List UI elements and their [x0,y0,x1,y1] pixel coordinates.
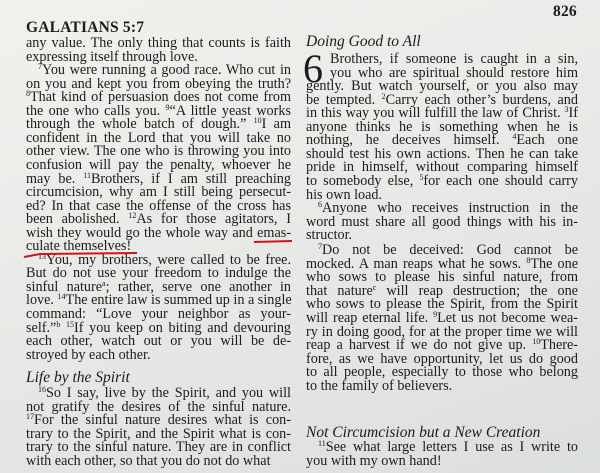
verse-number: 7 [38,62,42,72]
text-line: Brothers, if someone is caught in a sin, [330,51,578,67]
section-heading-doing-good-to-all: Doing Good to All [306,33,421,50]
text-line: $^{11}$See what large letters I use as I write to [318,439,578,455]
text-line: any value. The only thing that counts is faith [26,35,291,51]
text-line: $^8$That kind of persuasion does not come from [26,89,291,106]
text-line: to somebody else, $^5$for each one should carry [306,172,578,189]
text-line: circumcision, why am I still being persecut- [26,184,291,201]
verse-number: b [56,319,61,329]
verse-number: 11 [318,439,326,448]
text-line: $^7$Do not be deceived: God cannot be [318,242,578,259]
text-line: command: “Love your neighbor as your- [26,306,291,322]
section-heading-new-creation: Not Circumcision but a New Creation [306,424,541,441]
text-line: through the whole batch of dough.” $^{10}$I am [26,116,291,133]
verse-number: 10 [253,116,262,126]
text-line: with each other, so that you do not do what [26,452,271,469]
verse-number: 3 [564,105,569,115]
text-line: you who are spiritual should restore him [330,64,578,81]
text-line: should test his own actions. Then he can take [306,145,578,162]
verse-number: 10 [532,337,541,347]
verse-number: 8 [526,255,531,265]
text-line: the one who calls you. $^9$“A little yeast works [26,102,291,119]
text-line: structor. [306,227,353,244]
verse-number: 9 [433,309,438,319]
text-line: culate themselves! [26,238,132,255]
verse-number: 16 [38,385,46,394]
text-line: you with my own hand! [306,452,442,469]
verse-number: 4 [512,132,517,142]
text-line: word must share all good things with his in- [306,213,578,230]
text-line: his own load. [306,186,383,203]
verse-number: a [102,278,106,288]
text-line: been abolished. $^{12}$As for those agitators, I [26,211,291,228]
chapter-number-dropcap: 6 [303,46,323,91]
verse-number: 14 [57,292,66,302]
verse-number: 17 [26,412,34,422]
text-line: not gratify the desires of the sinful nature. [26,398,291,415]
text-line: $^{17}$For the sinful nature desires what is con- [26,412,291,429]
text-line: will reap eternal life. $^9$Let us not become wea- [306,309,579,326]
text-line: be tempted. $^2$Carry each other’s burdens, and [306,91,578,108]
text-line: ed? In that case the offense of the cross has [26,197,291,214]
verse-number: 8 [26,89,30,99]
verse-number: 11 [83,170,91,180]
text-line: sinful nature$^a$; rather, serve one another in [26,278,291,295]
section-heading-life-by-the-spirit: Life by the Spirit [26,369,130,386]
text-line: other view. The one who is throwing you into [26,143,291,160]
verse-number: 7 [318,242,322,252]
text-line: ry in doing good, for at the proper time we will [306,323,578,340]
text-line: trary to the sinful nature. They are in conflict [26,439,291,456]
verse-number: 5 [419,172,424,182]
running-head: GALATIANS 5:7 [26,19,145,36]
text-line: each other, watch out or you will be de- [26,333,291,350]
text-line: anyone thinks he is something when he is [306,118,578,135]
text-line: in this way you will fulfill the law of Christ. $^3$If [306,105,578,122]
verse-number: c [372,282,377,292]
text-line: stroyed by each other. [26,346,151,363]
page-number: 826 [553,3,577,20]
text-line: on you and kept you from obeying the truth? [26,75,291,92]
verse-number: 15 [66,319,75,329]
text-line: may be. $^{11}$Brothers, if I am still preaching [26,170,291,187]
text-line: mocked. A man reaps what he sows. $^8$The one [306,255,578,272]
text-line: confusion will pay the penalty, whoever he [26,156,291,173]
text-line: to the family of believers. [306,377,453,394]
text-line: $^7$You were running a good race. Who cut in [38,62,291,79]
text-line: that nature$^c$ will reap destruction; the one [306,282,578,299]
verse-number: 2 [381,91,386,101]
verse-number: 12 [128,211,137,221]
verse-number: 13 [38,251,46,261]
text-line: who sows to please the Spirit, from the Spirit [306,296,578,313]
text-line: reap a harvest if we do not give up. $^{10}$There- [306,337,578,354]
text-line: $^6$Anyone who receives instruction in the [318,200,578,217]
text-line: nothing, he deceives himself. $^4$Each one [306,132,578,149]
verse-number: 9 [165,102,170,112]
text-line: expressing itself through love. [26,48,198,65]
text-line: self.”$^b$ $^{15}$If you keep on biting and devouring [26,319,292,336]
text-line: who sows to please his sinful nature, from [306,269,578,286]
text-line: pride in himself, without comparing himself [306,159,578,176]
text-line: $^{13}$You, my brothers, were called to be free. [38,251,291,268]
text-line: But do not use your freedom to indulge the [26,265,291,282]
text-line: fore, as we have opportunity, let us do good [306,350,578,367]
text-line: gently. But watch yourself, or you also may [306,78,578,95]
verse-number: 6 [318,200,322,210]
text-line: trary to the Spirit, and the Spirit what is con- [26,425,291,442]
text-line: confident in the Lord that you will take no [26,129,291,146]
text-line: wish they would go the whole way and emas- [26,224,291,241]
text-line: to all people, especially to those who belong [306,364,578,381]
text-line: $^{16}$So I say, live by the Spirit, and you will [38,385,291,401]
text-line: love. $^{14}$The entire law is summed up in a single [26,292,292,309]
